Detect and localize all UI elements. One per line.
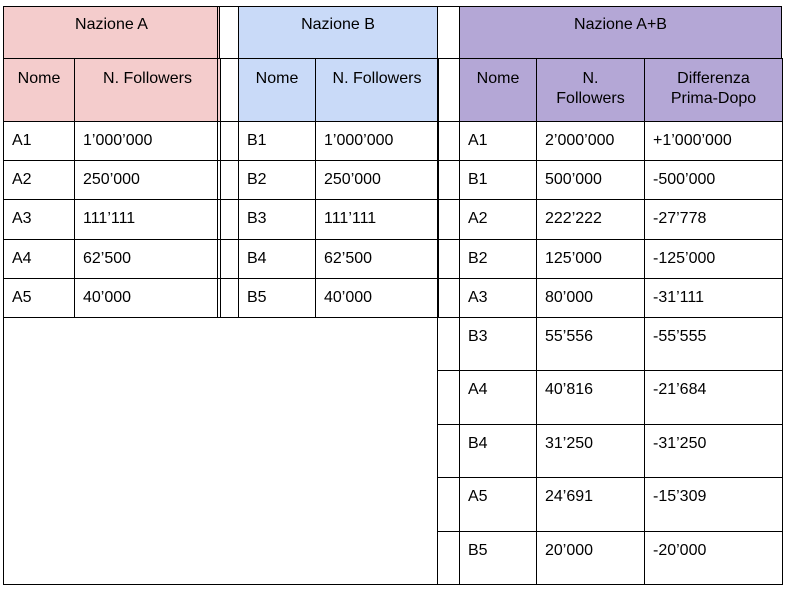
table-ab-cell: 20’000 bbox=[536, 531, 645, 585]
table-ab-cell: B3 bbox=[459, 317, 537, 371]
table-ab-cell: -20’000 bbox=[644, 531, 783, 585]
table-a-header: Nazione A bbox=[3, 6, 220, 59]
table-ab-cell: -31’111 bbox=[644, 278, 783, 318]
table-ab-cell: B4 bbox=[459, 424, 537, 478]
table-b-cell: B4 bbox=[238, 239, 316, 279]
table-b-cell: 111’111 bbox=[315, 199, 439, 239]
spacer-cell bbox=[437, 477, 460, 531]
table-b-header: Nazione B bbox=[238, 6, 438, 59]
table-a-cell: A5 bbox=[3, 278, 75, 318]
table-a-cell: 40’000 bbox=[74, 278, 221, 318]
table-b-cell: 250’000 bbox=[315, 160, 439, 200]
table-ab-cell: 40’816 bbox=[536, 370, 645, 424]
table-ab-cell: -500’000 bbox=[644, 160, 783, 200]
spacer-cell bbox=[437, 121, 460, 161]
table-ab-cell: 500’000 bbox=[536, 160, 645, 200]
table-ab-cell: -125’000 bbox=[644, 239, 783, 279]
spacer-cell bbox=[217, 121, 239, 161]
table-ab-col-header: N. Followers bbox=[536, 58, 645, 122]
table-a-cell: A1 bbox=[3, 121, 75, 161]
spacer-header-divider bbox=[217, 58, 239, 122]
table-b-col-header: N. Followers bbox=[315, 58, 439, 122]
table-b-cell: 1’000’000 bbox=[315, 121, 439, 161]
spacer-cell bbox=[217, 199, 239, 239]
table-a-cell: 62’500 bbox=[74, 239, 221, 279]
spacer-header-divider bbox=[437, 58, 460, 122]
spacer-cell bbox=[217, 239, 239, 279]
spacer-cell bbox=[437, 531, 460, 585]
table-ab-cell: 125’000 bbox=[536, 239, 645, 279]
empty-area bbox=[3, 317, 438, 585]
table-ab-cell: -21’684 bbox=[644, 370, 783, 424]
table-ab-cell: B5 bbox=[459, 531, 537, 585]
table-ab-cell: -27’778 bbox=[644, 199, 783, 239]
spacer-cell bbox=[437, 160, 460, 200]
table-ab-cell: A1 bbox=[459, 121, 537, 161]
spacer-cell bbox=[437, 424, 460, 478]
table-a-cell: A3 bbox=[3, 199, 75, 239]
table-ab-cell: -55’555 bbox=[644, 317, 783, 371]
table-b-cell: B3 bbox=[238, 199, 316, 239]
spacer-cell bbox=[437, 199, 460, 239]
table-b-cell: 62’500 bbox=[315, 239, 439, 279]
table-a-col-header: N. Followers bbox=[74, 58, 221, 122]
table-ab-cell: 31’250 bbox=[536, 424, 645, 478]
table-ab-cell: A3 bbox=[459, 278, 537, 318]
table-ab-cell: 2’000’000 bbox=[536, 121, 645, 161]
table-ab-cell: 24’691 bbox=[536, 477, 645, 531]
table-a-cell: A4 bbox=[3, 239, 75, 279]
table-ab-cell: B1 bbox=[459, 160, 537, 200]
table-a-cell: 1’000’000 bbox=[74, 121, 221, 161]
spacer-cell bbox=[217, 160, 239, 200]
table-ab-cell: A2 bbox=[459, 199, 537, 239]
table-a-cell: A2 bbox=[3, 160, 75, 200]
spacer-cell bbox=[217, 278, 239, 318]
table-b-cell: B5 bbox=[238, 278, 316, 318]
spacer-cell bbox=[437, 278, 460, 318]
table-ab-header: Nazione A+B bbox=[459, 6, 782, 59]
spacer-cell bbox=[437, 370, 460, 424]
table-ab-col-header: Nome bbox=[459, 58, 537, 122]
spacer-cell bbox=[437, 239, 460, 279]
table-ab-cell: 80’000 bbox=[536, 278, 645, 318]
table-a-cell: 250’000 bbox=[74, 160, 221, 200]
spacer-cell bbox=[437, 317, 460, 371]
table-ab-col-header: Differenza Prima-Dopo bbox=[644, 58, 783, 122]
table-ab-cell: B2 bbox=[459, 239, 537, 279]
table-ab-cell: A5 bbox=[459, 477, 537, 531]
table-ab-cell: +1’000’000 bbox=[644, 121, 783, 161]
table-a-col-header: Nome bbox=[3, 58, 75, 122]
table-b-cell: B2 bbox=[238, 160, 316, 200]
table-b-col-header: Nome bbox=[238, 58, 316, 122]
table-ab-cell: -31’250 bbox=[644, 424, 783, 478]
table-ab-cell: -15’309 bbox=[644, 477, 783, 531]
table-a-cell: 111’111 bbox=[74, 199, 221, 239]
table-ab-cell: 55’556 bbox=[536, 317, 645, 371]
table-ab-cell: A4 bbox=[459, 370, 537, 424]
table-b-cell: 40’000 bbox=[315, 278, 439, 318]
table-b-cell: B1 bbox=[238, 121, 316, 161]
table-ab-cell: 222’222 bbox=[536, 199, 645, 239]
